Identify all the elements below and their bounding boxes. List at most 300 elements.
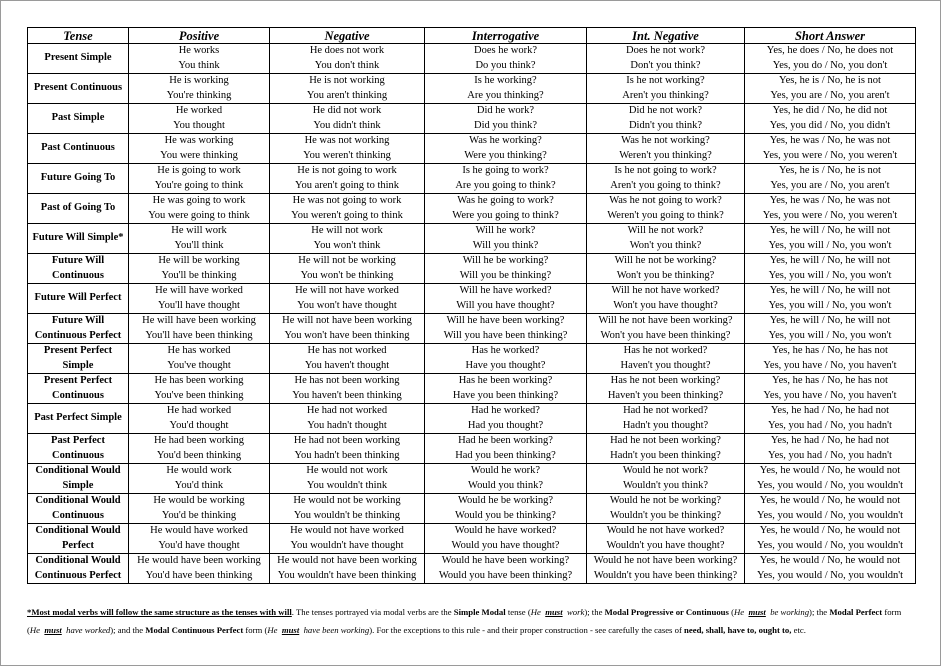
footnote-modal-progressive: Modal Progressive or Continuous [604, 607, 729, 617]
footnote [27, 603, 917, 639]
interrogative-cell [425, 314, 587, 344]
short-answer-he-form: Yes, he is / No, he is not [779, 75, 881, 86]
negative-cell [270, 74, 425, 104]
short-answer-cell [745, 104, 916, 134]
positive-cell [129, 164, 270, 194]
interrogative-cell [425, 404, 587, 434]
short-answer-you-form: Yes, you did / No, you didn't [769, 119, 891, 131]
interrogative-cell [425, 434, 587, 464]
int-negative-you-form: Won't you have been thinking? [600, 329, 731, 341]
interrogative-cell [425, 284, 587, 314]
positive-cell [129, 254, 270, 284]
table-row [28, 284, 916, 314]
positive-you-form: You'd been thinking [156, 449, 242, 461]
negative-you-form: You aren't going to think [294, 179, 400, 191]
short-answer-you-form: Yes, you were / No, you weren't [762, 209, 898, 221]
tense-name: Present Simple [28, 44, 129, 74]
positive-you-form: You'd have been thinking [145, 569, 253, 581]
interrogative-cell [425, 194, 587, 224]
interrogative-he-form: Had he been working? [458, 435, 553, 446]
positive-he-form: He would have been working [137, 555, 261, 566]
interrogative-he-form: Is he working? [474, 75, 537, 86]
interrogative-he-form: Was he working? [469, 135, 542, 146]
negative-you-form: You won't think [313, 239, 381, 251]
positive-you-form: You've thought [167, 359, 231, 371]
negative-cell [270, 224, 425, 254]
header-interrogative: Interrogative [425, 28, 587, 44]
interrogative-you-form: Would you be thinking? [455, 509, 556, 521]
int-negative-he-form: Did he not work? [628, 105, 703, 116]
negative-he-form: He does not work [309, 45, 385, 56]
short-answer-cell [745, 554, 916, 584]
tense-name: Conditional Would Perfect [28, 524, 129, 554]
interrogative-you-form: Would you have thought? [451, 539, 560, 551]
interrogative-he-form: Has he been working? [458, 375, 553, 386]
footnote-text: etc. [791, 625, 806, 635]
footnote-must: must [44, 625, 62, 635]
int-negative-he-form: Is he not working? [626, 75, 705, 86]
tense-name: Future Going To [28, 164, 129, 194]
short-answer-you-form: Yes, you were / No, you weren't [762, 149, 898, 161]
positive-he-form: He has been working [154, 375, 244, 386]
int-negative-he-form: Had he not been working? [610, 435, 721, 446]
positive-cell [129, 314, 270, 344]
footnote-text: ); the [584, 607, 605, 617]
short-answer-he-form: Yes, he has / No, he has not [772, 375, 888, 386]
positive-cell [129, 344, 270, 374]
table-row [28, 344, 916, 374]
negative-you-form: You weren't going to think [291, 209, 403, 221]
interrogative-cell [425, 224, 587, 254]
interrogative-he-form: Would he be working? [457, 495, 554, 506]
positive-he-form: He is working [169, 75, 229, 86]
positive-cell [129, 494, 270, 524]
int-negative-he-form: Will he not have been working? [598, 315, 733, 326]
negative-he-form: He is not working [309, 75, 385, 86]
short-answer-you-form: Yes, you have / No, you haven't [763, 359, 897, 371]
interrogative-you-form: Will you think? [472, 239, 539, 251]
footnote-example: be working [770, 607, 810, 617]
negative-he-form: He will not have been working [282, 315, 412, 326]
header-int-negative: Int. Negative [587, 28, 745, 44]
short-answer-you-form: Yes, you do / No, you don't [772, 59, 888, 71]
footnote-text: . The tenses portrayed via modal verbs are the [291, 607, 454, 617]
positive-he-form: He will be working [158, 255, 240, 266]
footnote-text: ). For the exceptions to this rule - and their proper construction - see carefully the cases of [369, 625, 685, 635]
int-negative-cell [587, 374, 745, 404]
short-answer-you-form: Yes, you had / No, you hadn't [768, 419, 892, 431]
interrogative-you-form: Are you thinking? [467, 89, 544, 101]
interrogative-he-form: Had he worked? [471, 405, 540, 416]
footnote-text: form ( [243, 625, 268, 635]
header-tense: Tense [28, 28, 129, 44]
negative-you-form: You hadn't been thinking [294, 449, 400, 461]
int-negative-you-form: Don't you think? [630, 59, 701, 71]
negative-you-form: You don't think [314, 59, 380, 71]
int-negative-you-form: Weren't you going to think? [607, 209, 724, 221]
int-negative-cell [587, 134, 745, 164]
short-answer-cell [745, 74, 916, 104]
negative-cell [270, 164, 425, 194]
short-answer-he-form: Yes, he will / No, he will not [769, 255, 891, 266]
negative-cell [270, 434, 425, 464]
tense-name: Present Perfect Simple [28, 344, 129, 374]
short-answer-cell [745, 224, 916, 254]
table-row [28, 314, 916, 344]
interrogative-cell [425, 104, 587, 134]
table-row [28, 44, 916, 74]
short-answer-cell [745, 404, 916, 434]
short-answer-you-form: Yes, you would / No, you wouldn't [756, 569, 904, 581]
tense-name: Conditional Would Simple [28, 464, 129, 494]
int-negative-he-form: Would he not work? [622, 465, 709, 476]
positive-he-form: He worked [175, 105, 223, 116]
negative-he-form: He would not be working [293, 495, 401, 506]
positive-you-form: You're going to think [154, 179, 244, 191]
footnote-text: tense ( [505, 607, 531, 617]
tense-table [27, 27, 916, 584]
positive-cell [129, 44, 270, 74]
negative-you-form: You wouldn't think [306, 479, 388, 491]
negative-cell [270, 344, 425, 374]
interrogative-he-form: Would he have been working? [441, 555, 570, 566]
positive-you-form: You were going to think [148, 209, 250, 221]
interrogative-cell [425, 44, 587, 74]
int-negative-he-form: Will he not work? [627, 225, 704, 236]
footnote-example: work [566, 607, 585, 617]
short-answer-cell [745, 344, 916, 374]
negative-cell [270, 524, 425, 554]
negative-he-form: He will not work [311, 225, 383, 236]
negative-cell [270, 464, 425, 494]
short-answer-he-form: Yes, he has / No, he has not [772, 345, 888, 356]
short-answer-cell [745, 374, 916, 404]
int-negative-cell [587, 74, 745, 104]
short-answer-he-form: Yes, he will / No, he will not [769, 315, 891, 326]
positive-you-form: You'll have been thinking [145, 329, 253, 341]
negative-cell [270, 494, 425, 524]
positive-cell [129, 194, 270, 224]
interrogative-he-form: Will he have worked? [459, 285, 552, 296]
tense-name: Past of Going To [28, 194, 129, 224]
interrogative-cell [425, 464, 587, 494]
positive-cell [129, 374, 270, 404]
short-answer-he-form: Yes, he does / No, he does not [766, 45, 894, 56]
short-answer-he-form: Yes, he had / No, he had not [770, 435, 890, 446]
interrogative-you-form: Did you think? [474, 119, 537, 131]
positive-he-form: He will have worked [155, 285, 243, 296]
footnote-text: ( [728, 607, 734, 617]
int-negative-cell [587, 314, 745, 344]
int-negative-he-form: Would he not be working? [609, 495, 722, 506]
positive-cell [129, 134, 270, 164]
tense-name: Future Will Perfect [28, 284, 129, 314]
positive-he-form: He will have been working [142, 315, 256, 326]
footnote-example: have been working [303, 625, 370, 635]
positive-cell [129, 434, 270, 464]
interrogative-cell [425, 374, 587, 404]
int-negative-he-form: Was he not working? [621, 135, 710, 146]
footnote-example: He [733, 607, 745, 617]
short-answer-you-form: Yes, you would / No, you wouldn't [756, 509, 904, 521]
tense-name: Conditional Would Continuous [28, 494, 129, 524]
table-row [28, 74, 916, 104]
short-answer-you-form: Yes, you have / No, you haven't [763, 389, 897, 401]
int-negative-cell [587, 494, 745, 524]
negative-cell [270, 194, 425, 224]
int-negative-he-form: Will he not be working? [614, 255, 717, 266]
positive-he-form: He works [178, 45, 220, 56]
short-answer-cell [745, 134, 916, 164]
int-negative-cell [587, 104, 745, 134]
int-negative-cell [587, 554, 745, 584]
header-negative: Negative [270, 28, 425, 44]
int-negative-you-form: Wouldn't you be thinking? [610, 509, 721, 521]
int-negative-he-form: Was he not going to work? [609, 195, 722, 206]
int-negative-cell [587, 44, 745, 74]
negative-he-form: He has not been working [294, 375, 400, 386]
negative-he-form: He has not worked [307, 345, 387, 356]
short-answer-you-form: Yes, you will / No, you won't [768, 329, 892, 341]
int-negative-he-form: Will he not have worked? [611, 285, 720, 296]
short-answer-he-form: Yes, he would / No, he would not [759, 495, 901, 506]
positive-you-form: You'll have thought [158, 299, 240, 311]
interrogative-you-form: Were you going to think? [452, 209, 559, 221]
negative-he-form: He would not have been working [277, 555, 417, 566]
int-negative-you-form: Won't you be thinking? [616, 269, 715, 281]
footnote-modal-perfect: Modal Perfect [829, 607, 883, 617]
interrogative-he-form: Would he have worked? [454, 525, 557, 536]
int-negative-you-form: Haven't you thought? [620, 359, 711, 371]
int-negative-you-form: Haven't you been thinking? [607, 389, 724, 401]
short-answer-you-form: Yes, you would / No, you wouldn't [756, 539, 904, 551]
negative-cell [270, 404, 425, 434]
interrogative-he-form: Is he going to work? [462, 165, 549, 176]
positive-he-form: He had worked [166, 405, 232, 416]
table-row [28, 524, 916, 554]
table-row [28, 554, 916, 584]
negative-he-form: He would not have worked [290, 525, 404, 536]
interrogative-he-form: Will he be working? [462, 255, 549, 266]
negative-you-form: You won't have thought [297, 299, 397, 311]
int-negative-cell [587, 464, 745, 494]
table-row [28, 434, 916, 464]
interrogative-he-form: Will he work? [475, 225, 536, 236]
int-negative-cell [587, 254, 745, 284]
tense-name: Past Perfect Simple [28, 404, 129, 434]
positive-cell [129, 524, 270, 554]
negative-cell [270, 284, 425, 314]
positive-you-form: You'd have thought [158, 539, 240, 551]
negative-you-form: You won't have been thinking [284, 329, 410, 341]
interrogative-you-form: Will you be thinking? [459, 269, 552, 281]
negative-he-form: He was not going to work [292, 195, 402, 206]
short-answer-he-form: Yes, he would / No, he would not [759, 525, 901, 536]
int-negative-he-form: Has he not worked? [623, 345, 708, 356]
footnote-must: must [748, 607, 766, 617]
interrogative-cell [425, 494, 587, 524]
int-negative-you-form: Hadn't you been thinking? [610, 449, 721, 461]
footnote-text: form ( [27, 607, 902, 635]
negative-cell [270, 554, 425, 584]
int-negative-cell [587, 524, 745, 554]
short-answer-he-form: Yes, he would / No, he would not [759, 465, 901, 476]
int-negative-cell [587, 224, 745, 254]
interrogative-cell [425, 164, 587, 194]
int-negative-cell [587, 434, 745, 464]
negative-you-form: You haven't thought [304, 359, 390, 371]
table-row [28, 164, 916, 194]
interrogative-cell [425, 344, 587, 374]
header-short-answer: Short Answer [745, 28, 916, 44]
negative-cell [270, 374, 425, 404]
tense-name: Conditional Would Continuous Perfect [28, 554, 129, 584]
positive-he-form: He would work [166, 465, 232, 476]
short-answer-cell [745, 464, 916, 494]
positive-cell [129, 104, 270, 134]
negative-he-form: He had not worked [306, 405, 388, 416]
int-negative-cell [587, 344, 745, 374]
int-negative-you-form: Hadn't you thought? [622, 419, 709, 431]
short-answer-you-form: Yes, you would / No, you wouldn't [756, 479, 904, 491]
negative-you-form: You haven't been thinking [292, 389, 402, 401]
tense-name: Past Simple [28, 104, 129, 134]
negative-he-form: He will not be working [298, 255, 396, 266]
header-row [28, 28, 916, 44]
footnote-cases: need, shall, have to, ought to, [684, 625, 792, 635]
short-answer-cell [745, 254, 916, 284]
short-answer-he-form: Yes, he will / No, he will not [769, 285, 891, 296]
interrogative-you-form: Will you have thought? [456, 299, 555, 311]
int-negative-you-form: Aren't you thinking? [622, 89, 709, 101]
negative-you-form: You aren't thinking [306, 89, 388, 101]
short-answer-cell [745, 194, 916, 224]
int-negative-he-form: Would he not have worked? [606, 525, 725, 536]
footnote-example: He [530, 607, 541, 617]
positive-he-form: He would be working [153, 495, 245, 506]
short-answer-you-form: Yes, you will / No, you won't [768, 239, 892, 251]
positive-cell [129, 284, 270, 314]
positive-he-form: He has worked [167, 345, 231, 356]
interrogative-he-form: Does he work? [474, 45, 537, 56]
footnote-must: must [281, 625, 300, 635]
int-negative-he-form: Does he not work? [625, 45, 706, 56]
positive-he-form: He had been working [153, 435, 245, 446]
negative-cell [270, 314, 425, 344]
short-answer-you-form: Yes, you are / No, you aren't [770, 179, 890, 191]
negative-you-form: You wouldn't have thought [290, 539, 404, 551]
tense-name: Future Will Continuous Perfect [28, 314, 129, 344]
interrogative-you-form: Would you have been thinking? [438, 569, 573, 581]
negative-he-form: He was not working [304, 135, 390, 146]
negative-you-form: You hadn't thought [307, 419, 387, 431]
header-positive: Positive [129, 28, 270, 44]
positive-you-form: You'd be thinking [161, 509, 237, 521]
positive-cell [129, 74, 270, 104]
int-negative-you-form: Aren't you going to think? [610, 179, 721, 191]
interrogative-cell [425, 134, 587, 164]
negative-you-form: You wouldn't be thinking [293, 509, 401, 521]
int-negative-you-form: Wouldn't you have been thinking? [593, 569, 738, 581]
interrogative-you-form: Were you thinking? [464, 149, 547, 161]
short-answer-cell [745, 44, 916, 74]
negative-cell [270, 254, 425, 284]
short-answer-he-form: Yes, he did / No, he did not [772, 105, 888, 116]
positive-you-form: You thought [173, 119, 225, 131]
int-negative-he-form: Had he not worked? [623, 405, 708, 416]
short-answer-you-form: Yes, you had / No, you hadn't [768, 449, 892, 461]
int-negative-you-form: Weren't you thinking? [619, 149, 712, 161]
int-negative-cell [587, 164, 745, 194]
short-answer-you-form: Yes, you will / No, you won't [768, 299, 892, 311]
negative-cell [270, 104, 425, 134]
interrogative-you-form: Are you going to think? [455, 179, 556, 191]
short-answer-he-form: Yes, he was / No, he was not [769, 195, 891, 206]
short-answer-he-form: Yes, he was / No, he was not [769, 135, 891, 146]
negative-he-form: He is not going to work [297, 165, 397, 176]
interrogative-you-form: Do you think? [475, 59, 536, 71]
interrogative-you-form: Had you thought? [467, 419, 544, 431]
interrogative-you-form: Have you thought? [465, 359, 546, 371]
footnote-example: He [267, 625, 278, 635]
negative-you-form: You wouldn't have been thinking [277, 569, 417, 581]
table-row [28, 494, 916, 524]
positive-cell [129, 224, 270, 254]
interrogative-you-form: Would you think? [468, 479, 543, 491]
positive-cell [129, 554, 270, 584]
interrogative-cell [425, 74, 587, 104]
negative-he-form: He would not work [306, 465, 388, 476]
interrogative-he-form: Did he work? [476, 105, 535, 116]
int-negative-cell [587, 404, 745, 434]
positive-you-form: You'd thought [169, 419, 229, 431]
short-answer-he-form: Yes, he would / No, he would not [759, 555, 901, 566]
positive-you-form: You think [178, 59, 220, 71]
negative-he-form: He had not been working [293, 435, 401, 446]
tense-name: Past Perfect Continuous [28, 434, 129, 464]
positive-you-form: You'll be thinking [161, 269, 237, 281]
negative-you-form: You weren't thinking [303, 149, 391, 161]
footnote-example: He [29, 625, 41, 635]
table-row [28, 104, 916, 134]
interrogative-cell [425, 524, 587, 554]
tense-name: Present Continuous [28, 74, 129, 104]
tense-name: Present Perfect Continuous [28, 374, 129, 404]
table-row [28, 374, 916, 404]
footnote-text: ); and the [110, 625, 146, 635]
int-negative-he-form: Is he not going to work? [614, 165, 717, 176]
negative-you-form: You didn't think [313, 119, 381, 131]
int-negative-you-form: Didn't you think? [628, 119, 703, 131]
short-answer-cell [745, 164, 916, 194]
interrogative-he-form: Was he going to work? [457, 195, 554, 206]
positive-you-form: You've been thinking [154, 389, 244, 401]
interrogative-he-form: Would he work? [470, 465, 541, 476]
positive-he-form: He will work [171, 225, 227, 236]
table-row [28, 134, 916, 164]
interrogative-cell [425, 554, 587, 584]
negative-cell [270, 134, 425, 164]
short-answer-cell [745, 434, 916, 464]
footnote-modal-continuous-perfect: Modal Continuous Perfect [145, 625, 244, 635]
short-answer-you-form: Yes, you are / No, you aren't [770, 89, 890, 101]
tense-name: Future Will Continuous [28, 254, 129, 284]
int-negative-you-form: Won't you have thought? [613, 299, 718, 311]
positive-cell [129, 464, 270, 494]
short-answer-you-form: Yes, you will / No, you won't [768, 269, 892, 281]
int-negative-you-form: Wouldn't you have thought? [606, 539, 725, 551]
footnote-text: ); the [809, 607, 830, 617]
